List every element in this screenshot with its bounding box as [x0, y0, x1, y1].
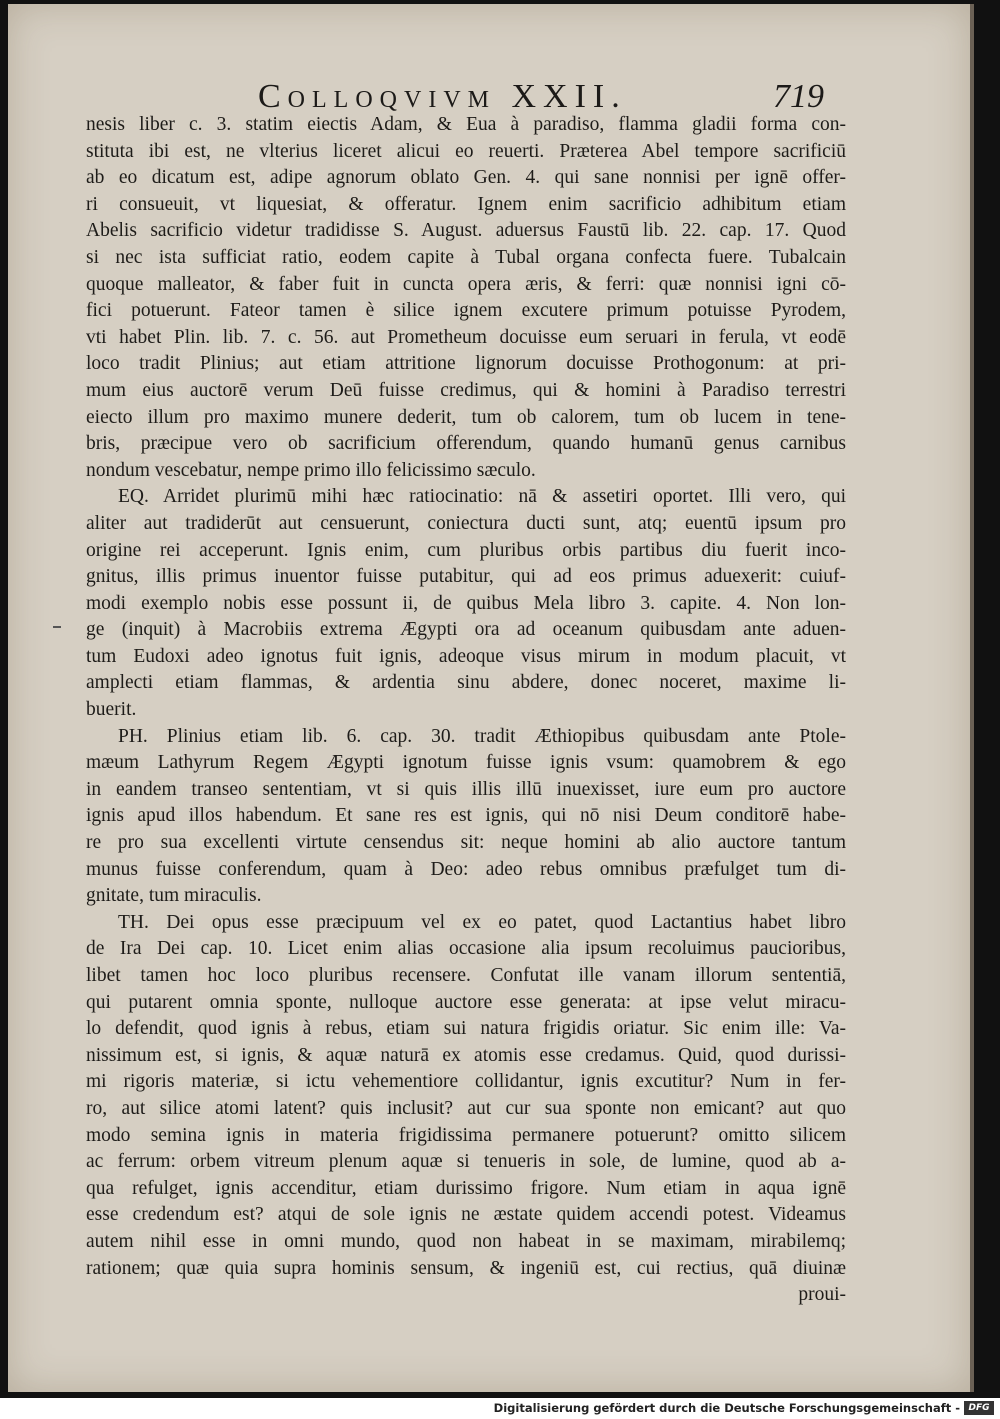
text-line: mæum Lathyrum Regem Ægypti ignotum fuisse ignis vsum: quamobrem & ego	[86, 752, 846, 774]
text-line: in eandem transeo sententiam, vt si quis illis illū inuexisset, iure eum pro auctore	[86, 778, 846, 800]
text-line: loco tradit Plinius; aut etiam attritione lignorum docuisse Prothogonum: at pri-	[86, 353, 846, 375]
text-line: qua refulget, ignis accenditur, etiam durissimo frigore. Num etiam in aqua ignē	[86, 1177, 846, 1199]
text-line: modo semina ignis in materia frigidissima permanere potuerunt? omitto silicem	[86, 1124, 846, 1146]
text-line: nissimum est, si ignis, & aquæ naturā ex atomis esse credamus. Quid, quod durissi-	[86, 1044, 846, 1066]
text-line: PH. Plinius etiam lib. 6. cap. 30. tradit Æthiopibus quibusdam ante Ptole-	[118, 725, 846, 747]
text-line: qui putarent omnia sponte, nulloque auctore esse generata: at ipse velut miracu-	[86, 991, 846, 1013]
page-edge	[970, 4, 974, 1392]
text-line: tum Eudoxi adeo ignotus fuit ignis, adeoque visus mirum in modum placuit, vt	[86, 645, 846, 667]
text-line: buerit.	[86, 699, 137, 721]
running-title: Colloqvivm XXII.	[258, 78, 627, 115]
text-line: munus fuisse conferendum, quam à Deo: adeo rebus omnibus præfulget tum di-	[86, 858, 846, 880]
text-line: ge (inquit) à Macrobiis extrema Ægypti ora ad oceanum quibusdam ante aduen-	[86, 619, 846, 641]
text-line: vti habet Plin. lib. 7. c. 56. aut Prometheum docuisse eum seruari in ferula, vt eodē	[86, 326, 846, 348]
text-line: de Ira Dei cap. 10. Licet enim alias occasione alia ipsum recoluimus paucioribus,	[86, 938, 846, 960]
text-line: mi rigoris materiæ, si ictu vehementiore collidantur, ignis excutitur? Num in fer-	[86, 1071, 846, 1093]
text-line: amplecti etiam flammas, & ardentia sinu abdere, donec noceret, maxime li-	[86, 672, 846, 694]
text-line: libet tamen hoc loco pluribus recensere. Confutat ille vanam illorum sententiā,	[86, 965, 846, 986]
text-line: bris, præcipue vero ob sacrificium offerendum, quando humanū genus carnibus	[86, 433, 846, 455]
text-line: lo defendit, quod ignis à rebus, etiam sui natura frigidis oriatur. Sic enim ille: Va-	[86, 1018, 846, 1040]
margin-mark	[53, 626, 61, 628]
page-number: 719	[773, 78, 824, 115]
text-line: gnitate, tum miraculis.	[86, 885, 262, 907]
text-line: eiecto illum pro maximo munere dederit, tum ob calorem, tum ob lucem in tene-	[86, 406, 846, 428]
text-line: si nec ista sufficiat ratio, eodem capite à Tubal organa confecta fuere. Tubalcain	[86, 246, 846, 268]
text-line: ac ferrum: orbem vitreum plenum aquæ si tenueris in sole, de lumine, quod ab a-	[86, 1151, 846, 1173]
footer-credit: Digitalisierung gefördert durch die Deutsche Forschungsgemeinschaft -	[493, 1401, 960, 1415]
text-line: gnitus, illis primus inuentor fuisse putabitur, qui ad eos primus aduexerit: cuiuf-	[86, 566, 846, 588]
text-line: fici potuerunt. Fateor tamen è silice ignem excutere primum potuisse Pyrodem,	[86, 300, 846, 322]
text-line: re pro sua excellenti virtute censendus sit: neque homini ab alio auctore tantum	[86, 832, 846, 854]
text-block	[86, 112, 846, 1309]
text-line: nondum vescebatur, nempe primo illo felicissimo sæculo.	[86, 459, 536, 481]
text-line: Abelis sacrificio videtur tradidisse S. August. aduersus Faustū lib. 22. cap. 17. Quod	[86, 220, 846, 242]
text-line: mum eius auctorē verum Deū fuisse credimus, qui & homini à Paradiso terrestri	[86, 379, 846, 401]
text-line: quoque malleator, & faber fuit in cuncta opera æris, & ferri: quæ nonnisi igni cō-	[86, 273, 846, 295]
text-line: aliter aut tradiderūt aut censuerunt, coniectura ducti sunt, atq; euentū ipsum pro	[86, 512, 846, 534]
book-page	[8, 4, 970, 1392]
text-line: esse credendum est? atqui de sole ignis ne æstate quidem accendi potest. Videamus	[86, 1204, 846, 1226]
text-line: TH. Dei opus esse præcipuum vel ex eo patet, quod Lactantius habet libro	[118, 911, 846, 933]
catchword: proui-	[798, 1284, 846, 1306]
text-line: stituta ibi est, ne vlterius liceret alicui eo reuerti. Præterea Abel tempore sacrificiū	[86, 140, 846, 162]
text-line: autem nihil esse in omni mundo, quod non habeat in se maximam, mirabilemq;	[86, 1230, 846, 1252]
text-line: ro, aut silice atomi latent? quis inclusit? aut cur sua sponte non emicant? aut quo	[86, 1097, 846, 1119]
text-line: ab eo dicatum est, adipe agnorum oblato Gen. 4. qui sane nonnisi per ignē offer-	[86, 167, 846, 189]
text-line: origine rei acceperunt. Ignis enim, cum pluribus orbis partibus diu fuerit inco-	[86, 539, 846, 561]
text-line: ignis apud illos habendum. Et sane res est ignis, qui nō nisi Deum conditorē habe-	[86, 805, 846, 827]
text-line: nesis liber c. 3. statim eiectis Adam, & Eua à paradiso, flamma gladii forma con-	[86, 114, 846, 135]
text-line: modi exemplo nobis esse possunt ii, de quibus Mela libro 3. capite. 4. Non lon-	[86, 592, 846, 614]
text-line: rationem; quæ quia supra hominis sensum, & ingeniū est, cui rectius, quā diuinæ	[86, 1257, 846, 1279]
footer	[0, 1398, 1000, 1419]
text-line: ri consueuit, vt liquesiat, & offeratur. Ignem enim sacrificio adhibitum etiam	[86, 193, 846, 215]
dfg-logo: DFG	[964, 1401, 994, 1415]
text-line: EQ. Arridet plurimū mihi hæc ratiocinatio: nā & assetiri oportet. Illi vero, qui	[118, 486, 846, 508]
